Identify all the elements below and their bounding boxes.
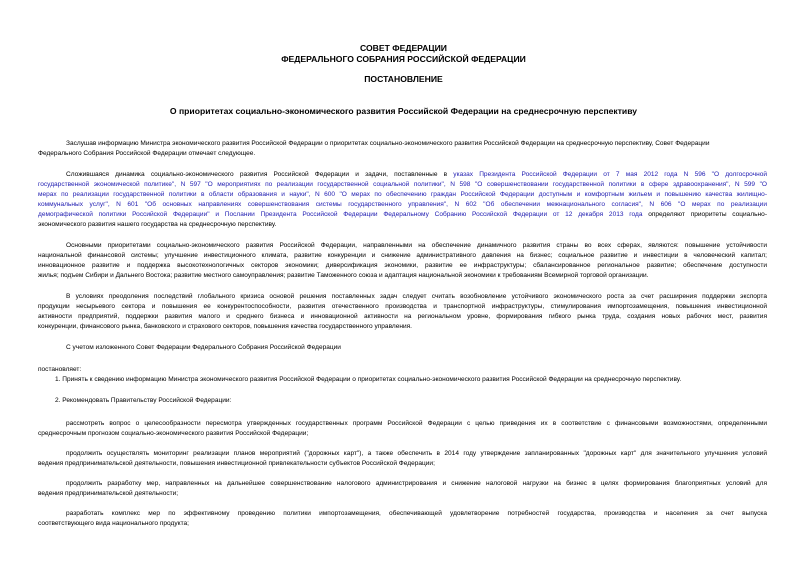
paragraph-line: постановляет: xyxy=(38,366,82,373)
paragraph-line: рассмотреть вопрос о целесообразности пересмотра утвержденных государственных программ Российской Федерации с целью приведения их в соответствие с финансовыми возможностями, определенными xyxy=(66,420,767,427)
message-link[interactable]: Послании Президента Российской Федерации Федеральному Собранию Российской Федерации от 12 декабря 2013 года xyxy=(224,211,643,219)
resolves-label xyxy=(38,365,767,375)
decrees-link[interactable]: государственной экономической политике", N 597 "О мероприятиях по реализации государственной социальной политики", N 598 "О совершенствовании государственной политики в сфере здравоохранения", N 599 "О xyxy=(38,181,767,189)
paragraph-line: жилья; подъем Сибири и Дальнего Востока; развитие местного самоуправления; развитие Таможенного союза и адаптация национальной экономики к требованиям Всемирной торговой организации. xyxy=(38,272,649,280)
paragraph-decrees xyxy=(38,170,767,231)
paragraph-intro xyxy=(38,139,767,159)
paragraph-line: соответствующего вида национального продукта; xyxy=(38,520,189,528)
paragraph-line: продолжить осуществлять мониторинг реализации планов мероприятий ("дорожных карт"), а также обеспечить в 2014 году утверждение запланированных "дорожных карт" для значительного улучшения условий xyxy=(66,450,767,457)
header-assembly: ФЕДЕРАЛЬНОГО СОБРАНИЯ РОССИЙСКОЙ ФЕДЕРАЦИИ xyxy=(281,54,526,64)
paragraph-line: среднесрочным прогнозом социально-экономического развития Российской Федерации; xyxy=(38,430,309,438)
paragraph-line: 2. Рекомендовать Правительству Российской Федерации: xyxy=(55,397,232,404)
paragraph-text: Сложившаяся динамика социально-экономического развития Российской Федерации и задачи, поставленные в xyxy=(66,171,454,178)
paragraph-line xyxy=(38,170,767,180)
document-title: О приоритетах социально-экономического развития Российской Федерации на среднесрочную перспективу xyxy=(169,106,638,116)
paragraph-line xyxy=(38,210,767,220)
paragraph-line: национальной финансовой системы; улучшение инвестиционного климата, развитие конкуренции и снижение административного давления на бизнес; социальное развитие и инвестиции в человеческий капитал; xyxy=(38,252,767,260)
paragraph-text: определяют приоритеты социально- xyxy=(642,211,767,219)
paragraph-line: Федерального Собрания Российской Федерации отмечает следующее. xyxy=(38,150,256,158)
paragraph-line: ведения предпринимательской деятельности, повышения инвестиционной привлекательности субъектов Российской Федерации; xyxy=(38,460,435,468)
paragraph-line: Основными приоритетами социально-экономического развития Российской Федерации, направленными на обеспечение динамичного развития страны во всех сферах, являются: повышение устойчивости xyxy=(66,242,767,249)
paragraph-priorities xyxy=(38,241,767,281)
decrees-link[interactable]: указах Президента Российской Федерации от 7 мая 2012 года N 596 "О долгосрочной xyxy=(453,171,767,178)
decrees-link[interactable]: коммунальных услуг", N 601 "Об основных направлениях совершенствования системы государственного управления", N 602 "Об обеспечении межнационального согласия", N 606 "О мерах по реализации xyxy=(38,201,767,209)
recommendation-tax xyxy=(38,479,767,499)
paragraph-considering xyxy=(66,343,766,353)
header-organization: СОВЕТ ФЕДЕРАЦИИ xyxy=(360,43,447,53)
recommendation-import xyxy=(38,509,767,529)
document-type: ПОСТАНОВЛЕНИЕ xyxy=(364,74,443,84)
recommendation-programs xyxy=(38,419,767,439)
paragraph-line: продолжить разработку мер, направленных на дальнейшее совершенствование налогового администрирования и снижение налоговой нагрузки на бизнес в целях формирования благоприятных условий для xyxy=(66,480,767,487)
decrees-link[interactable]: демографической политики Российской Федерации" и xyxy=(38,211,225,219)
paragraph-line: экономического развития нашего государства на среднесрочную перспективу. xyxy=(38,221,277,229)
paragraph-line: разработать комплекс мер по эффективному проведению политики импортозамещения, обеспечивающей удовлетворение потребностей государства, производства и населения за счет выпуска xyxy=(66,510,767,517)
paragraph-line: инновационное развитие и поддержка высокотехнологичных секторов экономики; диверсификация экономики, развитие ее инфраструктуры; сбалансированное региональное развитие; обеспечение доступности xyxy=(38,262,767,270)
paragraph-line: В условиях преодоления последствий глобального кризиса основой решения поставленных задач следует считать возобновление устойчивого экономического роста за счет расширения поддержки экспорта xyxy=(66,293,767,300)
recommendation-roadmaps xyxy=(38,449,767,469)
paragraph-line: С учетом изложенного Совет Федерации Федерального Собрания Российской Федерации xyxy=(66,344,341,351)
resolution-item-1 xyxy=(55,375,767,385)
paragraph-line: конкуренции, финансового рынка, банковского и страхового секторов, повышения качества государственного управления. xyxy=(38,323,412,331)
paragraph-crisis xyxy=(38,292,767,332)
paragraph-line: 1. Принять к сведению информацию Министра экономического развития Российской Федерации о приоритетах социально-экономического развития Российской Федерации на среднесрочную перспективу. xyxy=(55,376,682,383)
paragraph-line: Заслушав информацию Министра экономического развития Российской Федерации о приоритетах социально-экономического развития Российской Федерации на среднесрочную перспективу, Совет Федерации xyxy=(66,140,710,147)
paragraph-line: ведения предпринимательской деятельности; xyxy=(38,490,179,498)
paragraph-line: активности предприятий, поддержки развития малого и среднего бизнеса и инновационной активности на региональном уровне, формирования гибкого рынка труда, создания новых рабочих мест, развития xyxy=(38,313,767,321)
paragraph-line: продукции несырьевого сектора и повышения ее конкурентоспособности, развития отечественного производства и транспортной инфраструктуры, стимулирования импортозамещения, повышения инвестиционной xyxy=(38,303,767,311)
decrees-link[interactable]: мерах по реализации государственной политики в области образования и науки", N 600 "О мерах по обеспечению граждан Российской Федерации доступным и комфортным жильем и повышению качества жилищно- xyxy=(38,191,767,199)
resolution-item-2 xyxy=(55,396,767,406)
